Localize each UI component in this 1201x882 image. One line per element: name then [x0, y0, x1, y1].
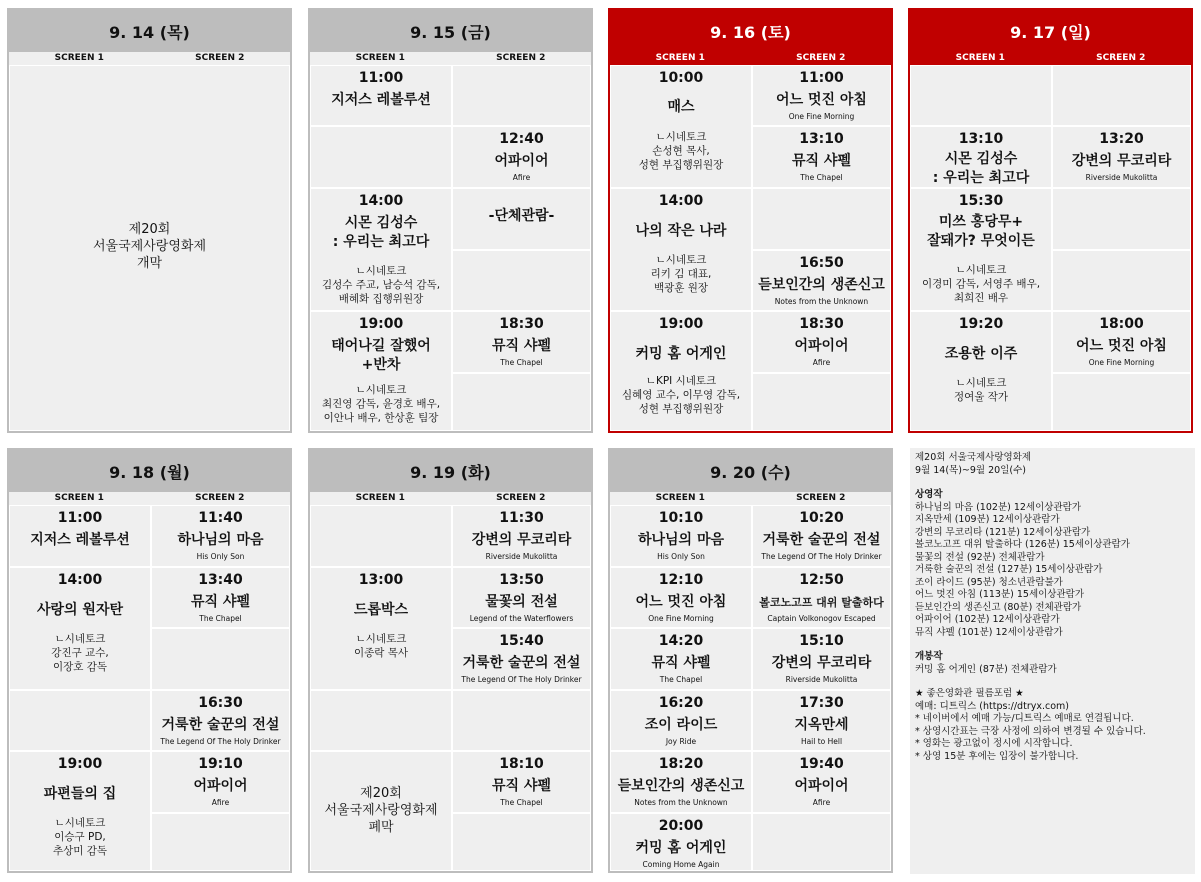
screening-cell[interactable] — [752, 126, 891, 188]
film-title: 태어나길 잘했어 +반차 — [331, 338, 431, 373]
notice-item: * 네이버에서 예매 가능/디트릭스 예매로 연결됩니다. — [915, 713, 1134, 724]
screening-cell[interactable] — [610, 628, 752, 690]
empty-cell — [752, 188, 891, 250]
screening-cell[interactable] — [752, 567, 891, 628]
film-title: 어파이어 — [794, 338, 849, 354]
film-title-english: Coming Home Again — [642, 860, 720, 869]
screening-cell[interactable] — [310, 311, 452, 431]
film-title-english: The Chapel — [500, 358, 543, 367]
film-title-english: Afire — [812, 798, 831, 807]
screening-cell[interactable] — [610, 65, 752, 188]
screening-cell[interactable] — [752, 65, 891, 126]
screening-cell[interactable] — [151, 751, 290, 813]
film-title: 뮤직 샤펠 — [191, 594, 250, 610]
screen-labels: SCREEN 1 SCREEN 2 — [9, 492, 290, 505]
day-header: 9. 17 (일) — [910, 10, 1191, 52]
screening-cell[interactable] — [452, 505, 591, 567]
cinetalk-note: ㄴ시네토크 리키 김 대표, 백광훈 원장 — [650, 254, 712, 294]
day-0915 — [308, 8, 593, 433]
notice-item: * 영화는 광고없이 정시에 시작합니다. — [915, 738, 1073, 749]
screening-time: 12:10 — [658, 572, 704, 588]
screening-cell[interactable] — [610, 567, 752, 628]
screening-time: 18:00 — [1099, 316, 1144, 332]
empty-cell — [1052, 65, 1191, 126]
lineup-item: 하나님의 마음 (102분) 12세이상관람가 — [915, 501, 1081, 513]
screening-time: 15:40 — [499, 633, 544, 649]
screening-time: 11:30 — [499, 510, 544, 526]
screening-cell[interactable] — [910, 126, 1052, 188]
film-title-english: The Chapel — [659, 675, 703, 684]
film-title: 시몬 김성수 : 우리는 최고다 — [932, 151, 1030, 186]
day-0917 — [908, 8, 1193, 433]
notice-item: * 상영시간표는 극장 사정에 의하여 변경될 수 있습니다. — [915, 725, 1146, 737]
film-title-english: The Legend Of The Holy Drinker — [761, 552, 882, 561]
screening-time: 11:00 — [358, 70, 404, 86]
film-title: 드롭박스 — [353, 602, 409, 618]
film-title: 조이 라이드 — [644, 717, 718, 733]
screening-time: 18:10 — [499, 756, 544, 772]
cinetalk-note: ㄴ시네토크 이종락 목사 — [353, 633, 409, 659]
film-title: 거룩한 술꾼의 전설 — [762, 532, 881, 548]
film-title: 어느 멋진 아침 — [1076, 338, 1167, 354]
film-title-english: Riverside Mukolitta — [785, 675, 858, 684]
screening-time: 16:50 — [799, 255, 844, 271]
film-title-english: The Legend Of The Holy Drinker — [461, 675, 582, 684]
screening-time: 19:00 — [358, 316, 404, 332]
film-title: 어느 멋진 아침 — [635, 594, 727, 610]
empty-cell — [452, 373, 591, 431]
empty-cell — [452, 65, 591, 126]
screening-time: 13:40 — [198, 572, 243, 588]
day-0916 — [608, 8, 893, 433]
closing-event — [310, 751, 452, 871]
screening-cell[interactable] — [610, 751, 752, 813]
film-title: 듣보인간의 생존신고 — [758, 277, 885, 293]
screening-time: 10:20 — [799, 510, 844, 526]
screening-cell[interactable] — [752, 751, 891, 813]
screening-time: 13:00 — [358, 572, 404, 588]
empty-cell — [310, 505, 452, 567]
empty-cell — [452, 690, 591, 751]
lineup-header: 상영작 — [915, 489, 943, 500]
opening-film: 커밍 홈 어게인 (87분) 전체관람가 — [915, 663, 1057, 675]
empty-cell — [310, 690, 452, 751]
film-title-english: Riverside Mukolitta — [1085, 173, 1158, 182]
film-title-english: Notes from the Unknown — [634, 798, 728, 807]
film-title: 어파이어 — [494, 153, 549, 169]
day-header: 9. 20 (수) — [610, 450, 891, 492]
screening-time: 17:30 — [799, 695, 844, 711]
film-title-english: One Fine Morning — [788, 112, 855, 121]
film-title: 뮤직 샤펠 — [651, 655, 711, 671]
cinetalk-note: ㄴ시네토크 이경미 감독, 서영주 배우, 최희진 배우 — [921, 264, 1041, 304]
film-title-english: Afire — [512, 173, 531, 182]
empty-cell — [1052, 250, 1191, 311]
screening-time: 15:10 — [799, 633, 844, 649]
film-title: 조용한 이주 — [944, 346, 1018, 362]
film-title: 하나님의 마음 — [637, 532, 725, 548]
film-title: 어느 멋진 아침 — [776, 92, 867, 108]
film-title: 커밍 홈 어게인 — [635, 840, 727, 856]
screening-cell[interactable] — [452, 126, 591, 188]
notice-item: * 상영 15분 후에는 입장이 불가합니다. — [915, 750, 1079, 762]
film-title: 물꽃의 전설 — [485, 594, 558, 610]
screening-cell[interactable] — [910, 188, 1052, 311]
lineup-item: 강변의 무코리타 (121분) 12세이상관람가 — [915, 526, 1091, 538]
day-0920 — [608, 448, 893, 873]
film-title: 미쓰 홍당무+ 잘돼가? 무엇이든 — [927, 214, 1035, 249]
screening-time: 18:20 — [658, 756, 704, 772]
film-title-english: One Fine Morning — [1088, 358, 1155, 367]
screening-cell[interactable] — [452, 751, 591, 813]
film-title: 거룩한 술꾼의 전설 — [161, 717, 280, 733]
screening-cell[interactable] — [752, 505, 891, 567]
lineup-item: 볼코노고프 대위 탈출하다 (126분) 15세이상관람가 — [915, 539, 1130, 550]
screening-time: 11:40 — [198, 510, 243, 526]
screening-cell[interactable] — [9, 505, 151, 567]
screening-time: 13:20 — [1099, 131, 1144, 147]
screening-time: 18:30 — [799, 316, 844, 332]
film-title: 어파이어 — [794, 778, 849, 794]
screening-cell[interactable] — [151, 690, 290, 751]
screening-cell[interactable] — [9, 567, 151, 690]
festival-info-panel — [910, 448, 1195, 874]
film-title: 강변의 무코리타 — [471, 532, 572, 548]
empty-cell — [151, 628, 290, 690]
screening-time: 19:40 — [799, 756, 844, 772]
screening-time: 14:00 — [658, 193, 704, 209]
day-0918 — [7, 448, 292, 873]
screening-cell[interactable] — [610, 690, 752, 751]
screening-cell[interactable] — [752, 690, 891, 751]
screening-time: 13:10 — [958, 131, 1004, 147]
film-title-english: The Chapel — [199, 614, 242, 623]
film-title: 사랑의 원자탄 — [36, 602, 124, 618]
screening-cell[interactable] — [610, 311, 752, 431]
screening-time: 19:20 — [958, 316, 1004, 332]
film-title-english: Afire — [211, 798, 230, 807]
film-title: 강변의 무코리타 — [771, 655, 872, 671]
cinetalk-note: ㄴ시네토크 김성수 주교, 남승석 감독, 배혜화 집행위원장 — [321, 265, 441, 305]
lineup-item: 조이 라이드 (95분) 청소년관람불가 — [915, 576, 1063, 588]
film-title-english: The Chapel — [800, 173, 843, 182]
day-header: 9. 19 (화) — [310, 450, 591, 492]
festival-period: 9월 14(목)~9월 20일(수) — [915, 464, 1026, 476]
screening-cell[interactable] — [9, 751, 151, 871]
screening-time: 11:00 — [57, 510, 103, 526]
group-viewing-cell — [452, 188, 591, 250]
screening-cell[interactable] — [452, 567, 591, 628]
film-title: 하나님의 마음 — [177, 532, 264, 548]
screening-time: 19:00 — [658, 316, 704, 332]
cinetalk-note: ㄴ시네토크 이승구 PD, 추상미 감독 — [52, 817, 108, 857]
screening-cell[interactable] — [610, 505, 752, 567]
screen-labels: SCREEN 1 SCREEN 2 — [310, 52, 591, 65]
screening-cell[interactable] — [310, 65, 452, 126]
screening-time: 16:20 — [658, 695, 704, 711]
screening-time: 18:30 — [499, 316, 544, 332]
screening-cell[interactable] — [752, 628, 891, 690]
film-title: 뮤직 샤펠 — [792, 153, 851, 169]
closing-text: 제20회 서울국제사랑영화제 폐막 — [324, 786, 438, 835]
cinetalk-note: ㄴ시네토크 강진구 교수, 이장호 감독 — [51, 633, 109, 673]
empty-cell — [151, 813, 290, 871]
film-title: 지저스 레볼루션 — [331, 92, 431, 108]
film-title-english: The Legend Of The Holy Drinker — [160, 737, 281, 746]
film-title-english: One Fine Morning — [648, 614, 714, 623]
cinetalk-note: ㄴ시네토크 최진영 감독, 윤경호 배우, 이안나 배우, 한상훈 팀장 — [321, 384, 441, 424]
film-title: -단체관람- — [488, 208, 555, 224]
screening-cell[interactable] — [310, 567, 452, 690]
film-title: 거룩한 술꾼의 전설 — [462, 655, 581, 671]
empty-cell — [1052, 373, 1191, 431]
screening-cell[interactable] — [1052, 311, 1191, 373]
film-title: 커밍 홈 어게인 — [635, 346, 727, 362]
screening-cell[interactable] — [752, 250, 891, 311]
lineup-item: 어파이어 (102분) 12세이상관람가 — [915, 614, 1060, 625]
film-title-english: The Chapel — [500, 798, 543, 807]
screening-time: 11:00 — [799, 70, 844, 86]
film-title: 뮤직 샤펠 — [492, 338, 551, 354]
film-title: 나의 작은 나라 — [635, 223, 727, 239]
screening-cell[interactable] — [452, 311, 591, 373]
screening-cell[interactable] — [310, 188, 452, 311]
screening-time: 12:50 — [799, 572, 844, 588]
film-title-english: Legend of the Waterflowers — [469, 614, 574, 623]
screening-time: 10:00 — [658, 70, 704, 86]
screen-labels: SCREEN 1 SCREEN 2 — [910, 52, 1191, 65]
opening-event — [9, 65, 290, 431]
lineup-item: 거룩한 술꾼의 전설 (127분) 15세이상관람가 — [915, 564, 1103, 575]
film-title: 볼코노고프 대위 탈출하다 — [759, 596, 884, 609]
empty-cell — [752, 373, 891, 431]
day-header: 9. 18 (월) — [9, 450, 290, 492]
empty-cell — [1052, 188, 1191, 250]
screen-labels: SCREEN 1 SCREEN 2 — [9, 52, 290, 65]
screening-cell[interactable] — [1052, 126, 1191, 188]
screening-time: 19:10 — [198, 756, 243, 772]
film-title-english: Riverside Mukolitta — [485, 552, 558, 561]
film-title: 어파이어 — [193, 778, 248, 794]
screening-cell[interactable] — [910, 311, 1052, 431]
opening-header: 개봉작 — [915, 651, 943, 662]
film-title: 매스 — [667, 99, 695, 115]
screening-time: 16:30 — [198, 695, 243, 711]
empty-cell — [310, 126, 452, 188]
day-0914 — [7, 8, 292, 433]
day-header: 9. 16 (토) — [610, 10, 891, 52]
film-title-english: His Only Son — [196, 552, 245, 561]
empty-cell — [910, 65, 1052, 126]
lineup-item: 어느 멋진 아침 (113분) 15세이상관람가 — [915, 589, 1085, 600]
screen-labels: SCREEN 1 SCREEN 2 — [610, 52, 891, 65]
screening-cell[interactable] — [610, 188, 752, 311]
screening-cell[interactable] — [610, 813, 752, 871]
film-title: 파편들의 집 — [43, 786, 117, 802]
screening-time: 14:00 — [358, 193, 404, 209]
empty-cell — [9, 690, 151, 751]
film-title-english: Afire — [812, 358, 831, 367]
screening-cell[interactable] — [752, 311, 891, 373]
screen-labels: SCREEN 1 SCREEN 2 — [610, 492, 891, 505]
screening-cell[interactable] — [151, 567, 290, 628]
day-0919 — [308, 448, 593, 873]
screening-time: 10:10 — [658, 510, 704, 526]
screen-labels: SCREEN 1 SCREEN 2 — [310, 492, 591, 505]
film-title-english: Notes from the Unknown — [774, 297, 869, 306]
film-title-english: Joy Ride — [665, 737, 697, 746]
screening-time: 12:40 — [499, 131, 544, 147]
lineup-item: 지옥만세 (109분) 12세이상관람가 — [915, 514, 1060, 525]
film-title: 지옥만세 — [794, 717, 849, 733]
film-title: 듣보인간의 생존신고 — [617, 778, 745, 794]
booking-link[interactable]: 예매: 디트릭스 (https://dtryx.com) — [915, 700, 1069, 712]
screening-time: 14:00 — [57, 572, 103, 588]
film-title: 강변의 무코리타 — [1071, 153, 1172, 169]
lineup-item: 뮤직 샤펠 (101분) 12세이상관람가 — [915, 626, 1063, 638]
screening-time: 20:00 — [658, 818, 704, 834]
opening-text: 제20회 서울국제사랑영화제 개막 — [92, 222, 207, 271]
festival-title: 제20회 서울국제사랑영화제 — [915, 452, 1032, 463]
screening-time: 15:30 — [958, 193, 1004, 209]
day-header: 9. 15 (금) — [310, 10, 591, 52]
cinetalk-note: ㄴKPI 시네토크 심혜영 교수, 이무영 감독, 성현 부집행위원장 — [621, 375, 741, 415]
cinetalk-note: ㄴ시네토크 정여울 작가 — [953, 377, 1009, 403]
empty-cell — [452, 250, 591, 311]
film-title-english: Captain Volkonogov Escaped — [767, 614, 876, 623]
film-title: 시몬 김성수 : 우리는 최고다 — [332, 215, 430, 250]
screening-time: 13:50 — [499, 572, 544, 588]
film-title: 뮤직 샤펠 — [492, 778, 551, 794]
lineup-item: 물꽃의 전설 (92분) 전체관람가 — [915, 551, 1045, 563]
screening-time: 19:00 — [57, 756, 103, 772]
empty-cell — [452, 813, 591, 871]
screening-cell[interactable] — [151, 505, 290, 567]
day-header: 9. 14 (목) — [9, 10, 290, 52]
forum-label: ★ 좋은영화관 필름포럼 ★ — [915, 688, 1024, 699]
film-title-english: Hail to Hell — [800, 737, 843, 746]
film-title: 지저스 레볼루션 — [30, 532, 130, 548]
screening-time: 14:20 — [658, 633, 704, 649]
cinetalk-note: ㄴ시네토크 손성현 목사, 성현 부집행위원장 — [638, 131, 724, 171]
lineup-item: 듣보인간의 생존신고 (80분) 전체관람가 — [915, 601, 1082, 613]
empty-cell — [752, 813, 891, 871]
screening-cell[interactable] — [452, 628, 591, 690]
screening-time: 13:10 — [799, 131, 844, 147]
film-title-english: His Only Son — [657, 552, 705, 561]
